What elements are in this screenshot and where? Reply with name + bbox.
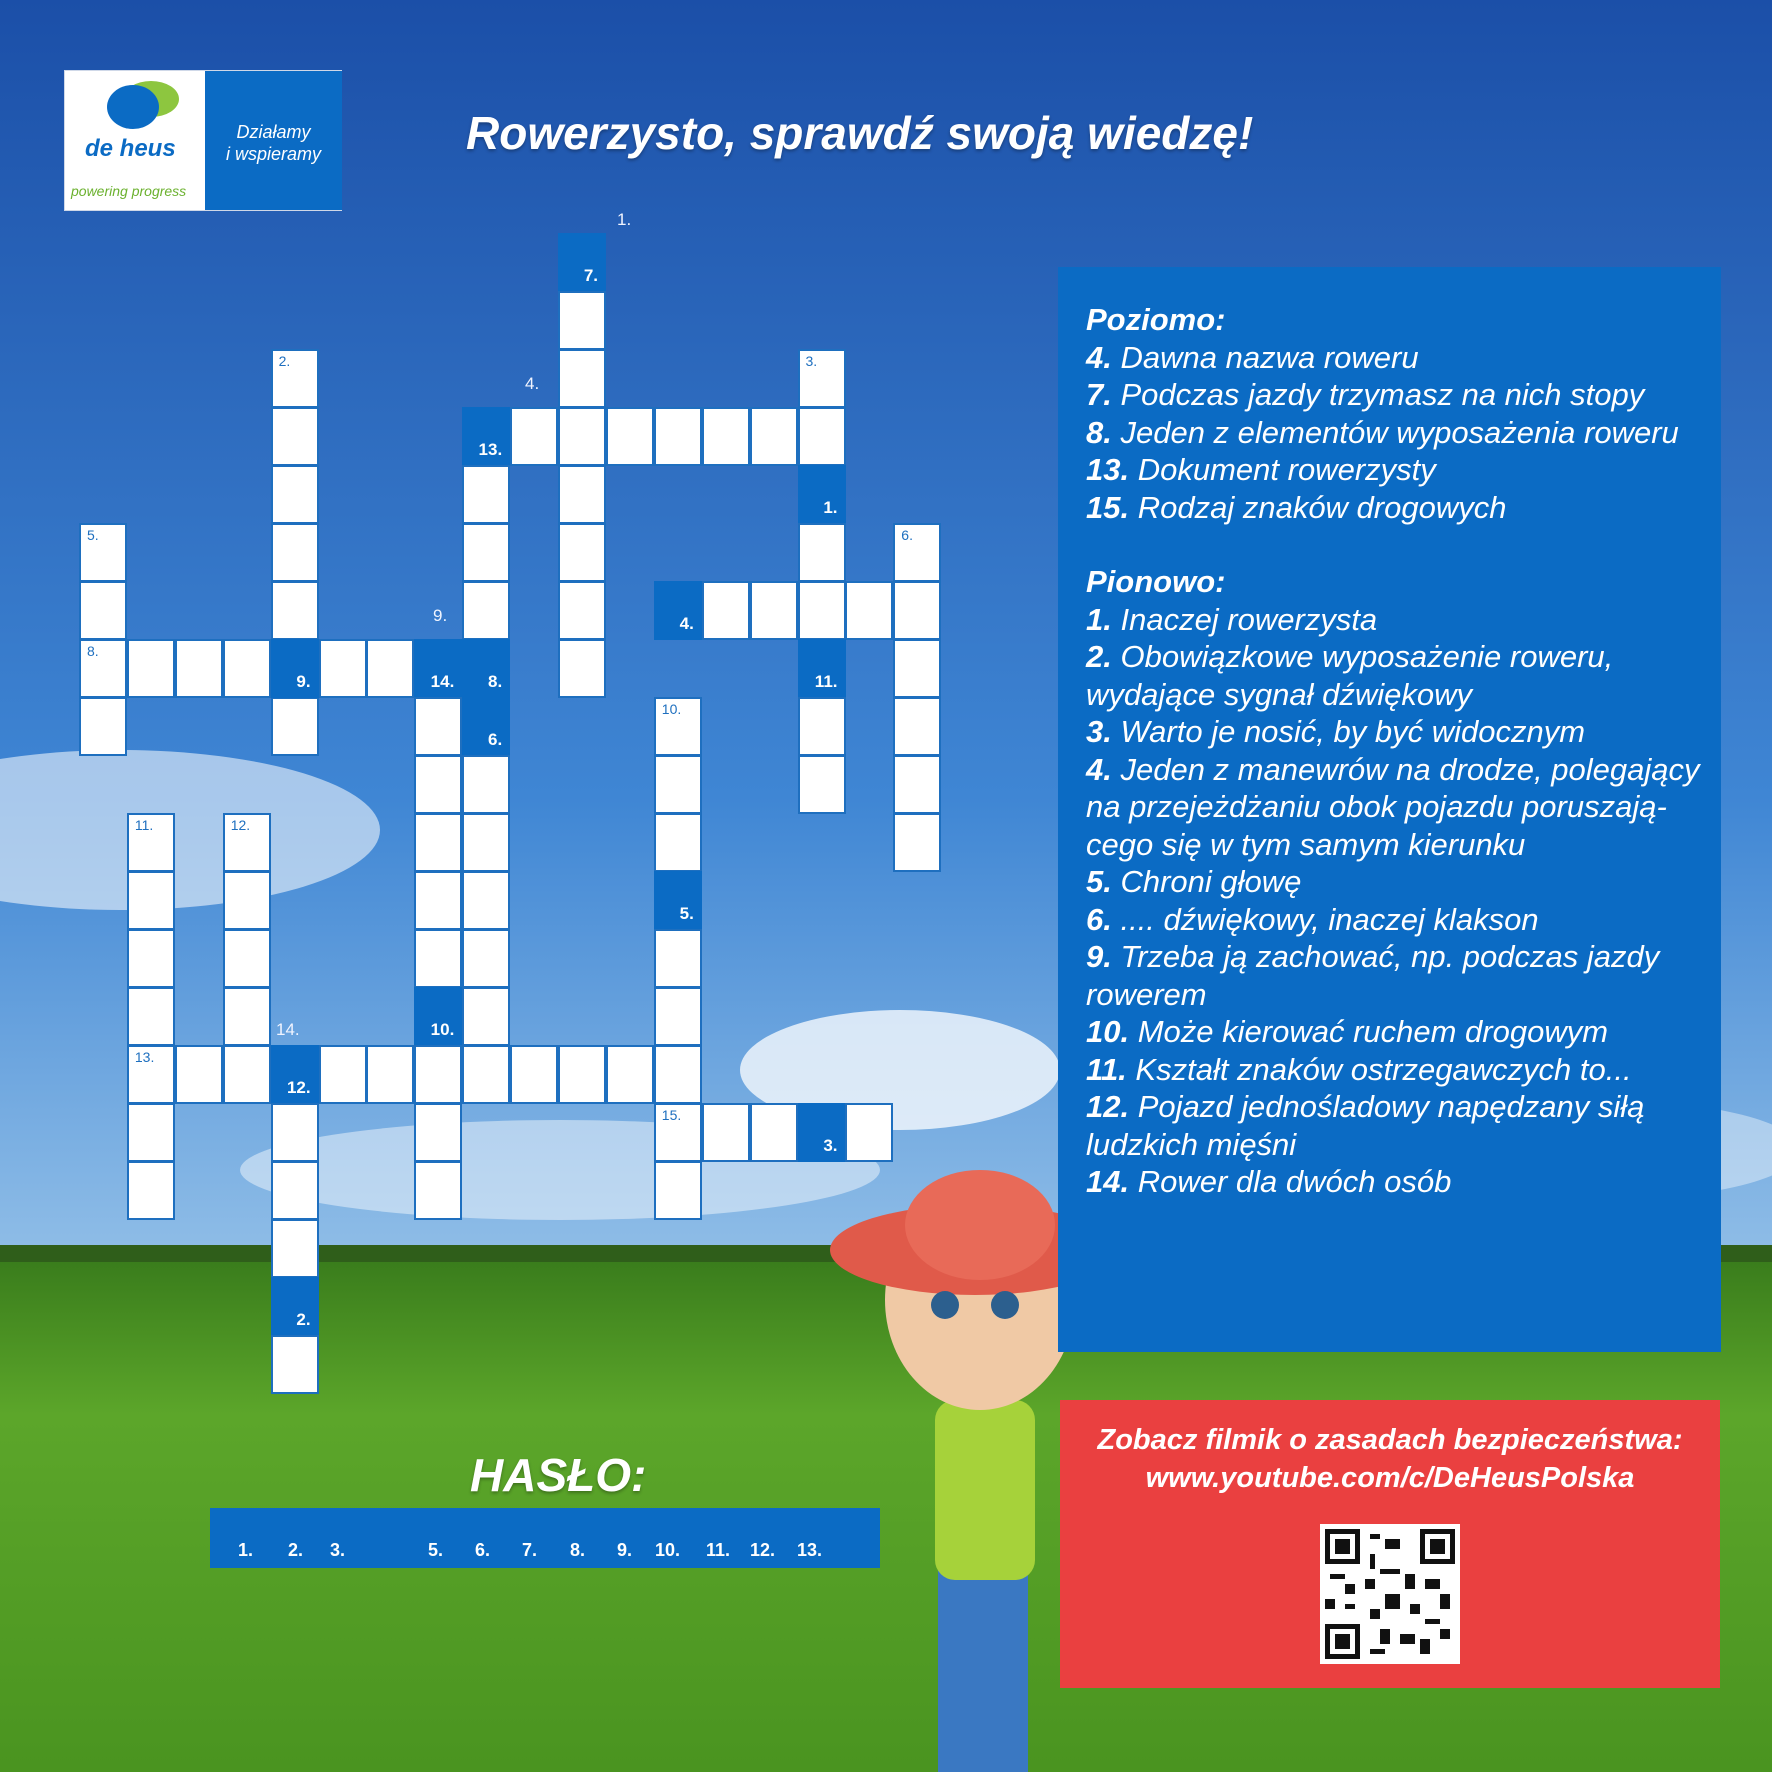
grid-label-1: 1.: [617, 210, 632, 229]
crossword-cell[interactable]: [271, 697, 319, 756]
crossword-cell[interactable]: [558, 639, 606, 698]
crossword-cell[interactable]: [845, 1103, 893, 1162]
cell-password-index: 3.: [823, 1136, 838, 1155]
crossword-cell[interactable]: [750, 407, 798, 466]
clue-number: 6.: [1086, 901, 1112, 937]
crossword-cell[interactable]: [271, 465, 319, 524]
clue-text: Chroni głowę: [1111, 864, 1302, 899]
cell-clue-number: 5.: [87, 527, 99, 543]
clue-text: Rodzaj znaków drogowych: [1129, 489, 1507, 525]
crossword-cell[interactable]: [893, 581, 941, 640]
cell-password-index: 9.: [296, 672, 311, 691]
clue-item: [1086, 901, 1711, 939]
crossword-cell[interactable]: [750, 581, 798, 640]
clue-number: 5.: [1086, 864, 1112, 899]
video-promo-text: Zobacz filmik o zasadach bezpieczeństwa:: [1097, 1424, 1683, 1456]
logo-slogan: powering progress: [71, 183, 187, 199]
haslo-letter-slot[interactable]: 1.: [238, 1540, 254, 1560]
clue-item: [1086, 489, 1711, 527]
crossword-cell[interactable]: [414, 1161, 462, 1220]
crossword-cell[interactable]: [223, 929, 271, 988]
haslo-letter-slot[interactable]: 2.: [288, 1540, 304, 1560]
crossword-key-cell[interactable]: [798, 639, 846, 698]
cell-password-index: 5.: [679, 904, 694, 923]
crossword-cell[interactable]: [271, 523, 319, 582]
crossword-cell[interactable]: [223, 813, 271, 872]
clue-item: [1086, 601, 1711, 639]
de-heus-emblem-icon: [101, 77, 181, 133]
crossword-cell[interactable]: [127, 639, 175, 698]
crossword-cell[interactable]: [558, 407, 606, 466]
clue-item: [1086, 1013, 1711, 1051]
clue-text: Jeden z elementów wyposażenia roweru: [1111, 414, 1679, 450]
crossword-cell[interactable]: [271, 407, 319, 466]
crossword-cell[interactable]: [366, 1045, 414, 1104]
crossword-cell[interactable]: [798, 523, 846, 582]
clue-item: [1086, 414, 1711, 452]
crossword-cell[interactable]: [271, 581, 319, 640]
haslo-letter-slot[interactable]: 5.: [428, 1540, 444, 1560]
crossword-key-cell[interactable]: [414, 987, 462, 1046]
crossword-key-cell[interactable]: [462, 639, 510, 698]
crossword-cell[interactable]: [462, 871, 510, 930]
crossword-cell[interactable]: [654, 1161, 702, 1220]
clue-number: 9.: [1086, 939, 1112, 974]
crossword-key-cell[interactable]: [798, 465, 846, 524]
haslo-letter-slot[interactable]: 8.: [570, 1540, 586, 1560]
crossword-cell[interactable]: [893, 813, 941, 872]
crossword-cell[interactable]: [606, 1045, 654, 1104]
crossword-key-cell[interactable]: [462, 697, 510, 756]
crossword-cell[interactable]: [654, 1045, 702, 1104]
crossword-cell[interactable]: [702, 407, 750, 466]
crossword-key-cell[interactable]: [414, 639, 462, 698]
crossword-cell[interactable]: [510, 407, 558, 466]
clue-text: Obowiązkowe wyposażenie roweru, wydające sygnał dźwiękowy: [1086, 639, 1614, 712]
crossword-cell[interactable]: [462, 929, 510, 988]
cell-clue-number: 8.: [87, 643, 99, 659]
qr-code-icon[interactable]: [1320, 1524, 1460, 1664]
clue-text: Rower dla dwóch osób: [1129, 1164, 1452, 1199]
cell-password-index: 6.: [488, 730, 503, 749]
clue-text: Trzeba ją zachować, np. podczas jazdy rowerem: [1086, 939, 1660, 1012]
grid-label-14: 14.: [276, 1020, 300, 1039]
crossword-cell[interactable]: [223, 987, 271, 1046]
crossword-cell[interactable]: [558, 465, 606, 524]
crossword-cell[interactable]: [893, 697, 941, 756]
crossword-cell[interactable]: [462, 987, 510, 1046]
grid-label-9: 9.: [433, 606, 448, 625]
crossword-cell[interactable]: [798, 581, 846, 640]
crossword-cell[interactable]: [414, 1045, 462, 1104]
clues-panel: [1058, 267, 1721, 1352]
clue-number: 4.: [1086, 339, 1112, 375]
crossword-cell[interactable]: [893, 639, 941, 698]
cell-clue-number: 6.: [901, 527, 913, 543]
crossword-cell[interactable]: [462, 755, 510, 814]
clue-item: [1086, 938, 1711, 1013]
crossword-cell[interactable]: [654, 697, 702, 756]
page-title: Rowerzysto, sprawdź swoją wiedzę!: [466, 107, 1254, 159]
crossword-cell[interactable]: [319, 1045, 367, 1104]
crossword-cell[interactable]: [606, 407, 654, 466]
clue-text: Dawna nazwa roweru: [1111, 339, 1419, 375]
crossword-key-cell[interactable]: [654, 581, 702, 640]
crossword-cell[interactable]: [79, 581, 127, 640]
crossword-cell[interactable]: [893, 755, 941, 814]
clue-text: Warto je nosić, by być widocznym: [1111, 714, 1586, 749]
crossword-cell[interactable]: [127, 929, 175, 988]
clue-item: [1086, 1163, 1711, 1201]
clue-item: [1086, 451, 1711, 489]
crossword-cell[interactable]: [223, 871, 271, 930]
clue-text: .... dźwiękowy, inaczej klakson: [1111, 901, 1539, 937]
haslo-letter-slot[interactable]: 9.: [617, 1540, 633, 1560]
clue-item: [1086, 713, 1711, 751]
haslo-answer-bar: [210, 1508, 880, 1568]
crossword-cell[interactable]: [462, 581, 510, 640]
haslo-letter-slot[interactable]: 7.: [522, 1540, 538, 1560]
haslo-letter-slot[interactable]: 3.: [330, 1540, 346, 1560]
crossword-cell[interactable]: [127, 1045, 175, 1104]
crossword-key-cell[interactable]: [271, 639, 319, 698]
clue-number: 7.: [1086, 377, 1112, 412]
crossword-cell[interactable]: [414, 697, 462, 756]
crossword-cell[interactable]: [558, 1045, 606, 1104]
crossword-key-cell[interactable]: [558, 233, 606, 292]
cell-password-index: 14.: [430, 672, 455, 691]
haslo-letter-slot[interactable]: 6.: [475, 1540, 491, 1560]
clue-number: 12.: [1086, 1089, 1130, 1124]
crossword-cell[interactable]: [510, 1045, 558, 1104]
clue-number: 13.: [1086, 452, 1130, 487]
crossword-cell[interactable]: [654, 1103, 702, 1162]
cell-password-index: 10.: [430, 1020, 455, 1039]
crossword-cell[interactable]: [893, 523, 941, 582]
clue-text: Może kierować ruchem drogowym: [1129, 1014, 1609, 1049]
crossword-cell[interactable]: [845, 581, 893, 640]
crossword-key-cell[interactable]: [654, 871, 702, 930]
logo-tagline-panel: [205, 71, 342, 210]
cell-password-index: 4.: [679, 614, 694, 633]
crossword-cell[interactable]: [414, 755, 462, 814]
clue-text: Kształt znaków ostrzegawczych to...: [1126, 1051, 1632, 1087]
clue-heading: Pionowo:: [1086, 564, 1226, 599]
crossword-cell[interactable]: [654, 755, 702, 814]
clue-text: Pojazd jednośladowy napędzany siłą ludzkich mięśni: [1086, 1089, 1645, 1162]
clue-item: [1086, 1051, 1711, 1089]
clue-number: 3.: [1086, 714, 1112, 749]
crossword-cell[interactable]: [558, 291, 606, 350]
haslo-letter-slot[interactable]: 12.: [750, 1540, 776, 1560]
crossword-cell[interactable]: [175, 1045, 223, 1104]
crossword-cell[interactable]: [414, 1103, 462, 1162]
cell-password-index: 1.: [823, 498, 838, 517]
crossword-cell[interactable]: [127, 1161, 175, 1220]
logo-name: de heus: [85, 135, 176, 162]
crossword-key-cell[interactable]: [271, 1277, 319, 1336]
crossword-key-cell[interactable]: [462, 407, 510, 466]
crossword-cell[interactable]: [271, 349, 319, 408]
clue-number: 14.: [1086, 1164, 1130, 1199]
cell-clue-number: 12.: [230, 817, 251, 833]
crossword-cell[interactable]: [271, 1161, 319, 1220]
cell-password-index: 11.: [814, 672, 838, 691]
crossword-cell[interactable]: [462, 1045, 510, 1104]
crossword-cell[interactable]: [798, 349, 846, 408]
crossword-cell[interactable]: [702, 581, 750, 640]
clue-number: 1.: [1086, 601, 1112, 637]
cell-password-index: 13.: [478, 440, 503, 459]
cell-clue-number: 15.: [661, 1107, 682, 1123]
crossword-cell[interactable]: [79, 697, 127, 756]
cell-password-index: 7.: [583, 266, 598, 285]
cell-clue-number: 10.: [661, 701, 682, 717]
crossword-cell[interactable]: [654, 987, 702, 1046]
crossword-key-cell[interactable]: [271, 1045, 319, 1104]
crossword-cell[interactable]: [798, 407, 846, 466]
crossword-cell[interactable]: [127, 1103, 175, 1162]
clue-number: 4.: [1086, 751, 1112, 787]
cell-password-index: 2.: [296, 1310, 311, 1329]
video-url-link[interactable]: www.youtube.com/c/DeHeusPolska: [1145, 1462, 1635, 1494]
crossword-cell[interactable]: [271, 1219, 319, 1278]
crossword-cell[interactable]: [319, 639, 367, 698]
clue-item: [1086, 751, 1711, 864]
clue-item: [1086, 339, 1711, 377]
cell-password-index: 8.: [488, 672, 503, 691]
crossword-cell[interactable]: [414, 871, 462, 930]
clue-number: 11.: [1086, 1051, 1127, 1087]
clue-item: [1086, 1088, 1711, 1163]
crossword-cell[interactable]: [223, 639, 271, 698]
crossword-cell[interactable]: [223, 1045, 271, 1104]
clue-text: Dokument rowerzysty: [1129, 452, 1436, 487]
crossword-cell[interactable]: [558, 523, 606, 582]
clues-list: [1086, 301, 1711, 1201]
crossword-cell[interactable]: [654, 407, 702, 466]
cell-clue-number: 3.: [805, 353, 818, 369]
crossword-cell[interactable]: [462, 813, 510, 872]
crossword-cell[interactable]: [366, 639, 414, 698]
crossword-cell[interactable]: [414, 813, 462, 872]
de-heus-logo: [64, 70, 342, 211]
crossword-cell[interactable]: [127, 987, 175, 1046]
clue-text: Jeden z manewrów na drodze, polegający na przejeżdżaniu obok pojazdu poruszają-cego się w tym samym kierunku: [1086, 751, 1700, 862]
haslo-label: HASŁO:: [470, 1449, 647, 1501]
cell-clue-number: 11.: [134, 817, 154, 833]
clue-number: 10.: [1086, 1014, 1130, 1049]
clue-item: [1086, 638, 1711, 713]
clue-text: Podczas jazdy trzymasz na nich stopy: [1111, 377, 1645, 412]
crossword-cell[interactable]: [271, 1103, 319, 1162]
video-promo-box: [1060, 1400, 1720, 1688]
clue-text: Inaczej rowerzysta: [1111, 601, 1378, 637]
clue-item: [1086, 376, 1711, 414]
crossword-cell[interactable]: [462, 523, 510, 582]
crossword-cell[interactable]: [750, 1103, 798, 1162]
crossword-cell[interactable]: [79, 639, 127, 698]
logo-tagline: Działamy i wspieramy: [225, 122, 322, 164]
crossword-cell[interactable]: [414, 929, 462, 988]
clue-item: [1086, 863, 1711, 901]
crossword-cell[interactable]: [558, 349, 606, 408]
clue-heading: Poziomo:: [1086, 302, 1226, 337]
crossword-cell[interactable]: [798, 697, 846, 756]
clue-number: 8.: [1086, 414, 1112, 450]
crossword-cell[interactable]: [462, 465, 510, 524]
crossword-cell[interactable]: [654, 929, 702, 988]
cell-clue-number: 13.: [134, 1049, 155, 1065]
crossword-cell[interactable]: [702, 1103, 750, 1162]
crossword-cell[interactable]: [798, 755, 846, 814]
crossword-cell[interactable]: [654, 813, 702, 872]
cell-clue-number: 2.: [278, 353, 291, 369]
crossword-cell[interactable]: [175, 639, 223, 698]
cell-password-index: 12.: [286, 1078, 311, 1097]
crossword-cell[interactable]: [79, 523, 127, 582]
crossword-cell[interactable]: [558, 581, 606, 640]
crossword-cell[interactable]: [127, 813, 175, 872]
crossword-cell[interactable]: [271, 1335, 319, 1394]
haslo-letter-slot[interactable]: 13.: [797, 1540, 823, 1560]
clue-number: 2.: [1086, 639, 1112, 674]
grid-label-4: 4.: [525, 374, 540, 393]
haslo-letter-slot[interactable]: 10.: [655, 1540, 681, 1560]
crossword-cell[interactable]: [127, 871, 175, 930]
clue-number: 15.: [1086, 489, 1130, 525]
crossword-key-cell[interactable]: [798, 1103, 846, 1162]
haslo-letter-slot[interactable]: 11.: [706, 1540, 731, 1560]
